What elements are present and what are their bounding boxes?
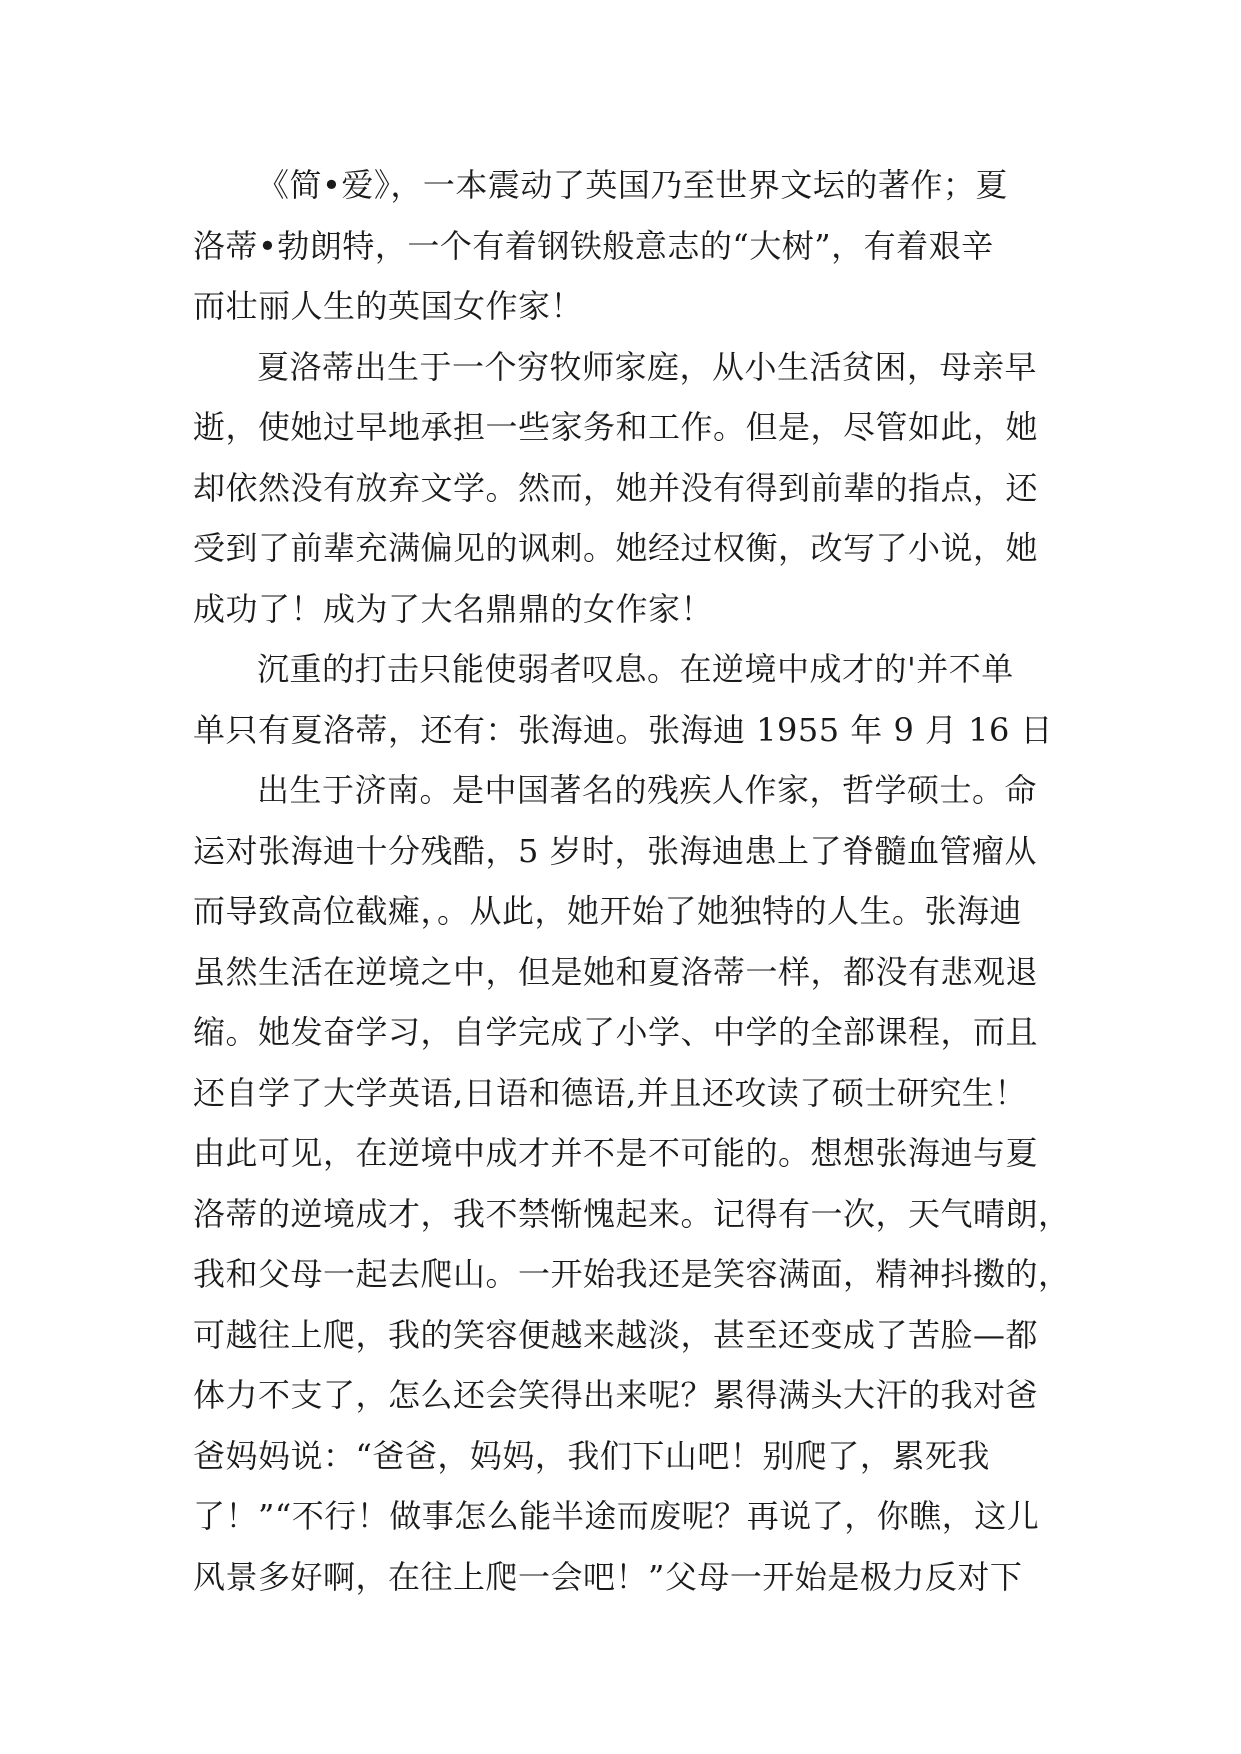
paragraph-1-line-1: 《简•爱》，一本震动了英国乃至世界文坛的著作；夏 xyxy=(257,166,1008,204)
paragraph-2-line-5: 成功了！成为了大名鼎鼎的女作家！ xyxy=(193,589,714,628)
paragraph-4-line-7: 由此可见，在逆境中成才并不是不可能的。想想张海迪与夏 xyxy=(193,1134,1039,1172)
paragraph-2-line-1: 夏洛蒂出生于一个穷牧师家庭，从小生活贫困，母亲早 xyxy=(257,347,1038,386)
paragraph-3-line-2: 单只有夏洛蒂，还有：张海迪。张海迪 1955 年 9 月 16 日 xyxy=(193,710,1054,749)
paragraph-4-line-5: 缩。她发奋学习，自学完成了小学、中学的全部课程，而且 xyxy=(193,1013,1039,1051)
paragraph-4-line-4: 虽然生活在逆境之中，但是她和夏洛蒂一样，都没有悲观退 xyxy=(193,952,1039,991)
paragraph-4-line-10: 可越往上爬，我的笑容便越来越淡，甚至还变成了苦脸—都 xyxy=(193,1315,1039,1354)
paragraph-4-line-9: 我和父母一起去爬山。一开始我还是笑容满面，精神抖擞的， xyxy=(193,1255,1071,1293)
paragraph-4-line-1: 出生于济南。是中国著名的残疾人作家，哲学硕士。命 xyxy=(257,771,1038,809)
paragraph-1-line-3: 而壮丽人生的英国女作家！ xyxy=(193,287,584,325)
paragraph-3-line-1: 沉重的打击只能使弱者叹息。在逆境中成才的'并不单 xyxy=(257,650,1014,688)
paragraph-1-line-2: 洛蒂•勃朗特，一个有着钢铁般意志的“大树”，有着艰辛 xyxy=(193,226,994,265)
paragraph-2-line-2: 逝，使她过早地承担一些家务和工作。但是，尽管如此，她 xyxy=(193,408,1039,446)
paragraph-4-line-8: 洛蒂的逆境成才，我不禁惭愧起来。记得有一次，天气晴朗， xyxy=(193,1194,1071,1233)
paragraph-4-line-14: 风景多好啊，在往上爬一会吧！”父母一开始是极力反对下 xyxy=(193,1557,1023,1596)
paragraph-2-line-3: 却依然没有放弃文学。然而，她并没有得到前辈的指点，还 xyxy=(193,468,1039,507)
paragraph-2-line-4: 受到了前辈充满偏见的讽刺。她经过权衡，改写了小说，她 xyxy=(193,529,1039,567)
paragraph-4-line-2: 运对张海迪十分残酷，5 岁时，张海迪患上了脊髓血管瘤从 xyxy=(193,831,1038,870)
essay-body xyxy=(193,155,1073,1607)
paragraph-4-line-11: 体力不支了，怎么还会笑得出来呢？累得满头大汗的我对爸 xyxy=(193,1376,1039,1414)
paragraph-4-line-12: 爸妈妈说：“爸爸，妈妈，我们下山吧！别爬了，累死我 xyxy=(193,1436,990,1475)
paragraph-4-line-3: 而导致高位截瘫，。从此，她开始了她独特的人生。张海迪 xyxy=(193,892,1023,930)
paragraph-4-line-6: 还自学了大学英语,日语和德语,并且还攻读了硕士研究生！ xyxy=(193,1073,1027,1112)
paragraph-4-line-13: 了！”“不行！做事怎么能半途而废呢？再说了，你瞧，这儿 xyxy=(193,1497,1040,1535)
